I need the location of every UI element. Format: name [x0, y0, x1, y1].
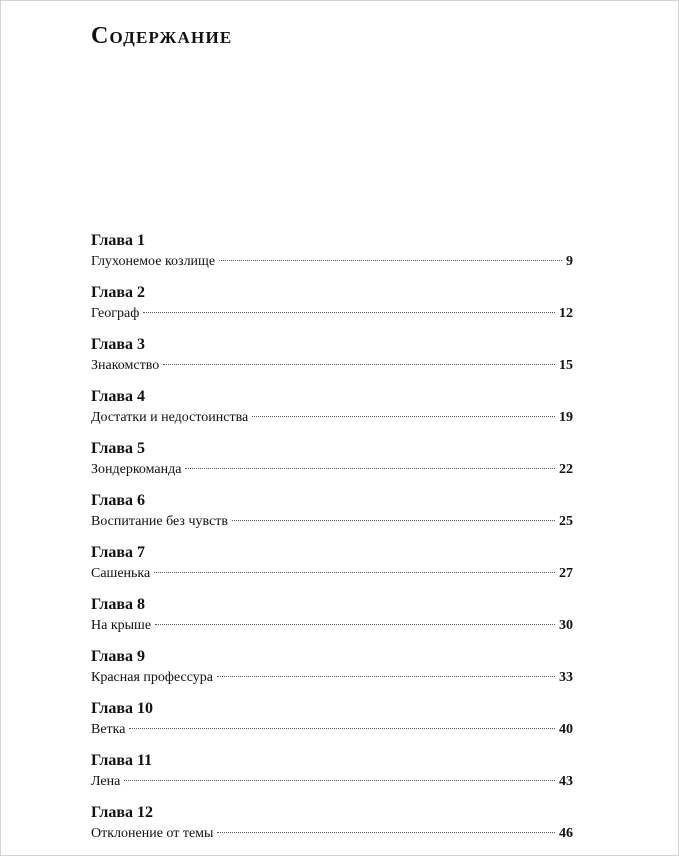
dot-leader — [217, 676, 555, 677]
chapter-line — [91, 617, 573, 635]
chapter-title: Лена — [91, 774, 121, 789]
toc-entry[interactable] — [91, 387, 573, 439]
chapter-heading: Глава 2 — [91, 284, 145, 301]
dot-leader — [154, 572, 555, 573]
toc-entry[interactable] — [91, 699, 573, 751]
toc-entry[interactable] — [91, 335, 573, 387]
toc-entry[interactable] — [91, 231, 573, 283]
page-number: 46 — [559, 826, 573, 841]
chapter-title: Красная профессура — [91, 670, 213, 685]
chapter-title: Ветка — [91, 722, 126, 737]
chapter-heading: Глава 9 — [91, 648, 145, 665]
chapter-line — [91, 825, 573, 843]
page-number: 43 — [559, 774, 573, 789]
chapter-title: На крыше — [91, 618, 152, 633]
chapter-heading: Глава 10 — [91, 700, 153, 717]
chapter-heading: Глава 3 — [91, 336, 145, 353]
page-number: 40 — [559, 722, 573, 737]
toc-entry[interactable] — [91, 283, 573, 335]
chapter-line — [91, 461, 573, 479]
dot-leader — [129, 728, 555, 729]
chapter-title: Знакомство — [91, 358, 160, 373]
chapter-line — [91, 669, 573, 687]
page-number: 25 — [559, 514, 573, 529]
page-number: 27 — [559, 566, 573, 581]
chapter-title: Достатки и недостоинства — [91, 410, 249, 425]
dot-leader — [252, 416, 555, 417]
chapter-line — [91, 305, 573, 323]
dot-leader — [163, 364, 555, 365]
dot-leader — [124, 780, 555, 781]
chapter-line — [91, 513, 573, 531]
chapter-title: Географ — [91, 306, 140, 321]
chapter-title: Отклонение от темы — [91, 826, 214, 841]
toc-title: Содержание — [91, 23, 233, 49]
chapter-heading: Глава 8 — [91, 596, 145, 613]
chapter-title: Воспитание без чувств — [91, 514, 228, 529]
chapter-line — [91, 409, 573, 427]
chapter-title: Глухонемое козлище — [91, 254, 216, 269]
page-number: 9 — [566, 254, 573, 269]
dot-leader — [219, 260, 562, 261]
chapter-heading: Глава 12 — [91, 804, 153, 821]
page-number: 19 — [559, 410, 573, 425]
chapter-line — [91, 253, 573, 271]
chapter-title: Зондеркоманда — [91, 462, 182, 477]
toc-entry[interactable] — [91, 595, 573, 647]
page-number: 33 — [559, 670, 573, 685]
chapter-line — [91, 565, 573, 583]
dot-leader — [217, 832, 555, 833]
page-number: 22 — [559, 462, 573, 477]
chapter-heading: Глава 7 — [91, 544, 145, 561]
chapter-heading: Глава 6 — [91, 492, 145, 509]
dot-leader — [232, 520, 555, 521]
toc-entry[interactable] — [91, 439, 573, 491]
chapter-title: Сашенька — [91, 566, 151, 581]
chapter-heading: Глава 5 — [91, 440, 145, 457]
page-number: 15 — [559, 358, 573, 373]
toc-entry[interactable] — [91, 803, 573, 855]
page-number: 12 — [559, 306, 573, 321]
page-number: 30 — [559, 618, 573, 633]
toc-list — [91, 231, 573, 855]
chapter-heading: Глава 4 — [91, 388, 145, 405]
dot-leader — [155, 624, 555, 625]
chapter-line — [91, 357, 573, 375]
toc-entry[interactable] — [91, 647, 573, 699]
dot-leader — [143, 312, 555, 313]
dot-leader — [185, 468, 555, 469]
toc-entry[interactable] — [91, 751, 573, 803]
chapter-line — [91, 773, 573, 791]
toc-entry[interactable] — [91, 543, 573, 595]
chapter-line — [91, 721, 573, 739]
chapter-heading: Глава 1 — [91, 232, 145, 249]
chapter-heading: Глава 11 — [91, 752, 153, 769]
toc-entry[interactable] — [91, 491, 573, 543]
